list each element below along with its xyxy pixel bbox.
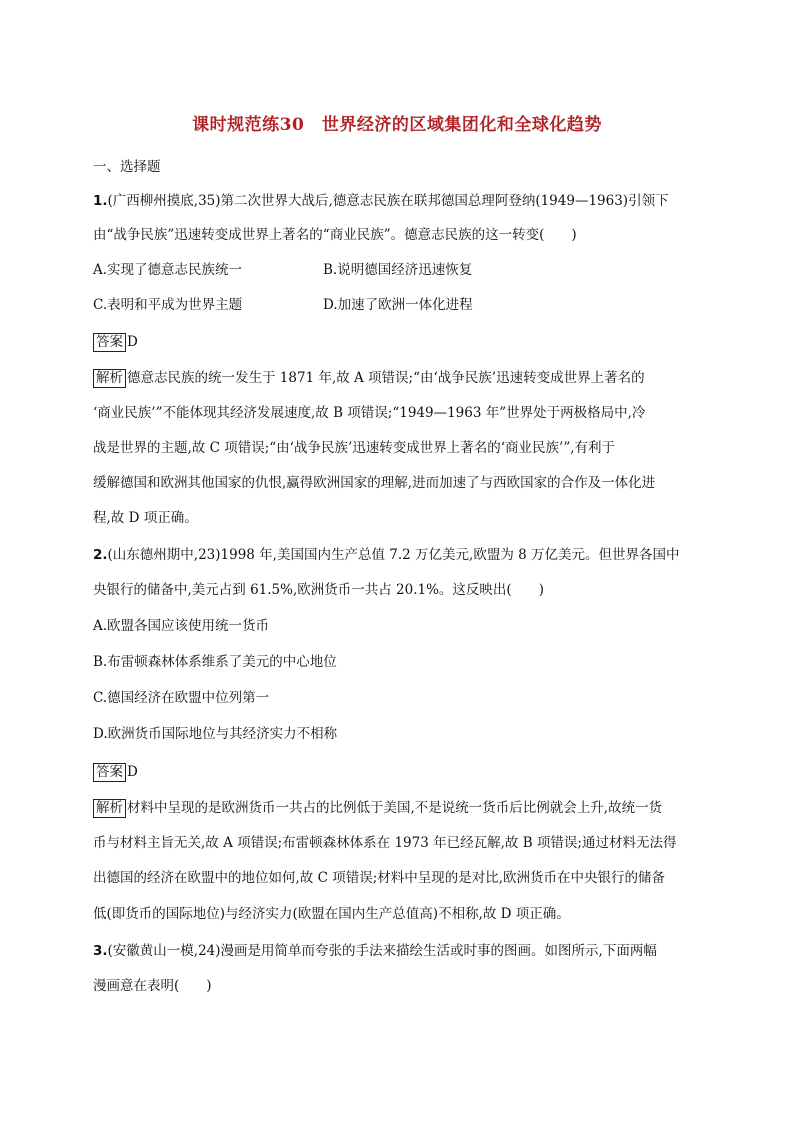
question-1-analysis-text: 德意志民族的统一发生于 1871 年,故 A 项错误;“由‘战争民族’迅速转变成世界上著名的 [127,370,645,386]
page-title: 课时规范练30 世界经济的区域集团化和全球化趋势 [192,115,602,135]
question-2-answer-value: D [127,764,138,780]
question-2-option-d: D.欧洲货币国际地位与其经济实力不相称 [93,726,338,742]
question-1-stem-text: (广西柳州摸底,35)第二次世界大战后,德意志民族在联邦德国总理阿登纳(1949—1963)引领下 [107,193,669,209]
question-1-number: 1. [93,193,108,209]
question-2-answer [93,762,138,782]
question-2-number: 2. [93,547,108,563]
question-1-option-b: B.说明德国经济迅速恢复 [323,262,473,278]
question-1-answer [93,332,138,352]
answer-tag: 答案 [93,333,126,352]
question-3-stem-line-2: 漫画意在表明( ) [93,978,212,994]
question-1-analysis-line-5: 程,故 D 项正确。 [93,510,198,526]
question-1-analysis-line-2: ‘商业民族’”不能体现其经济发展速度,故 B 项错误;“1949—1963 年”世界处于两极格局中,冷 [93,405,646,421]
question-1-analysis-line-3: 战是世界的主题,故 C 项错误;“由‘战争民族’迅速转变成世界上著名的‘商业民族’”,有利于 [93,440,616,456]
question-2-option-c: C.德国经济在欧盟中位列第一 [93,690,270,706]
question-1-option-d: D.加速了欧洲一体化进程 [323,297,473,313]
question-1-answer-value: D [127,334,138,350]
question-2-analysis-line-4: 低(即货币的国际地位)与经济实力(欧盟在国内生产总值高)不相称,故 D 项正确。 [93,906,570,922]
answer-tag: 答案 [93,763,126,782]
question-2-analysis-text: 材料中呈现的是欧洲货币一共占的比例低于美国,不是说统一货币后比例就会上升,故统一货 [127,800,663,816]
question-1-analysis-line-4: 缓解德国和欧洲其他国家的仇恨,赢得欧洲国家的理解,进而加速了与西欧国家的合作及一体化进 [93,475,656,491]
section-heading: 一、选择题 [93,159,161,175]
question-3-stem-text: (安徽黄山一模,24)漫画是用简单而夸张的手法来描绘生活或时事的图画。如图所示,下面两幅 [107,943,657,959]
question-2-option-a: A.欧盟各国应该使用统一货币 [93,618,270,634]
question-2-stem-line-2: 央银行的储备中,美元占到 61.5%,欧洲货币一共占 20.1%。这反映出( ) [93,582,544,598]
analysis-tag: 解析 [93,799,126,818]
question-1-stem-line-1 [93,191,669,211]
question-1-option-a: A.实现了德意志民族统一 [93,262,243,278]
question-1-stem-line-2: 由“战争民族”迅速转变成世界上著名的“商业民族”。德意志民族的这一转变( ) [93,227,577,243]
analysis-tag: 解析 [93,369,126,388]
question-1-analysis-line-1 [93,368,645,388]
question-2-stem-line-1 [93,545,680,565]
question-2-analysis-line-3: 出德国的经济在欧盟中的地位如何,故 C 项错误;材料中呈现的是对比,欧洲货币在中央银行的储备 [93,870,666,886]
question-2-option-b: B.布雷顿森林体系维系了美元的中心地位 [93,654,337,670]
question-2-stem-text: (山东德州期中,23)1998 年,美国国内生产总值 7.2 万亿美元,欧盟为 8 万亿美元。但世界各国中 [107,547,680,563]
question-3-stem-line-1 [93,941,657,961]
question-1-option-c: C.表明和平成为世界主题 [93,297,243,313]
question-3-number: 3. [93,943,108,959]
question-2-analysis-line-1 [93,798,662,818]
question-2-analysis-line-2: 币与材料主旨无关,故 A 项错误;布雷顿森林体系在 1973 年已经瓦解,故 B 项错误;通过材料无法得 [93,835,677,851]
